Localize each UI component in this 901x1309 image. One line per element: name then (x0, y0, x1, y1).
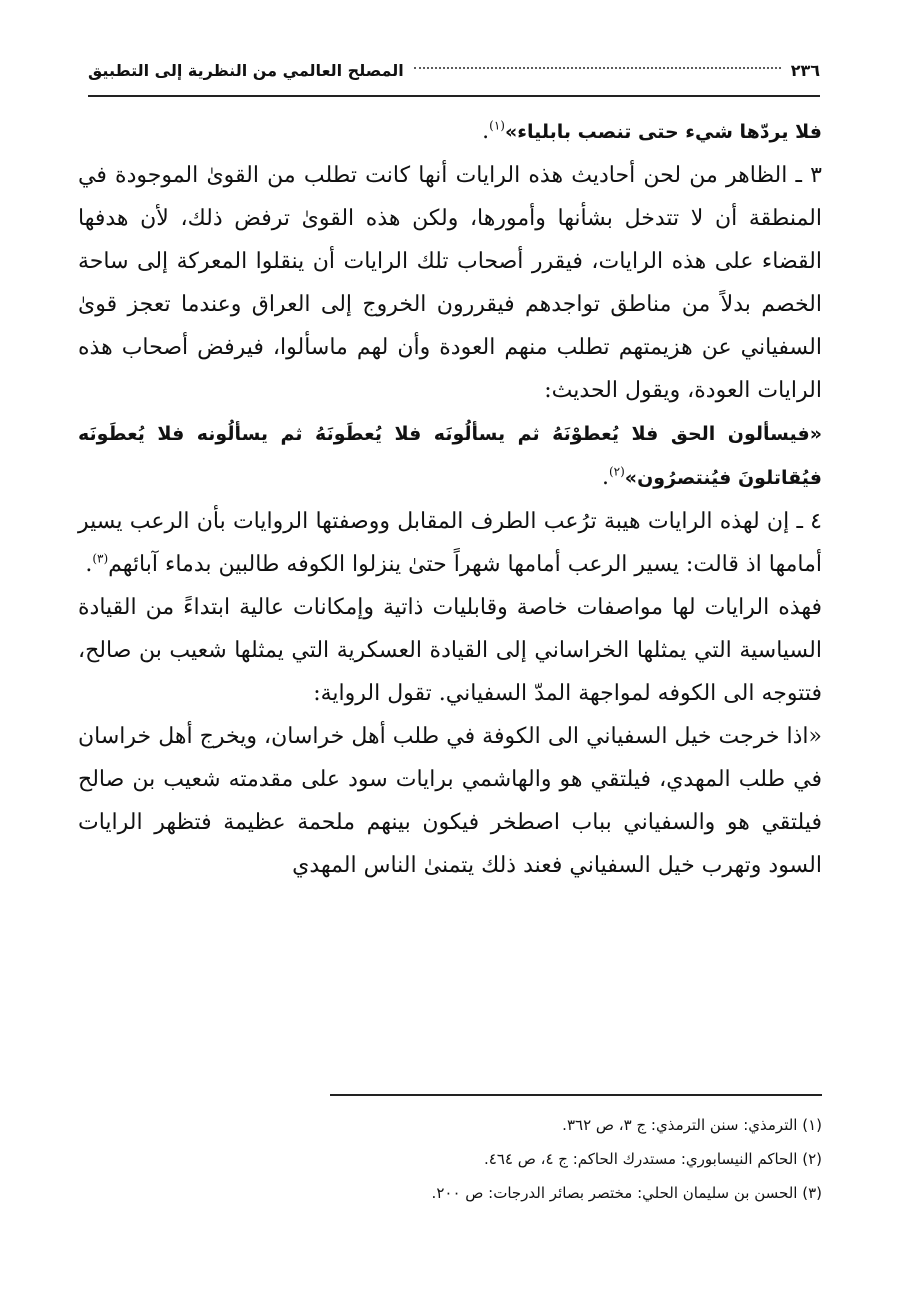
quote-text: فلا يردّها شيء حتى تنصب بابلياء» (504, 121, 822, 143)
paragraph-6: «اذا خرجت خيل السفياني الى الكوفة في طلب أهل خراسان، ويخرج أهل خراسان في طلب المهدي، فيلتقي هو والهاشمي برايات سود على مقدمته شعيب بن صالح فيلتقي هو والسفياني بباب اصطخر فيكون بينهم ملحمة عظيمة فتظهر الرايات السود وتهرب خيل السفياني فعند ذلك يتمنىٰ الناس المهدي (78, 724, 822, 878)
paragraph-end: . (85, 552, 93, 577)
paragraph-text: ٤ ـ إن لهذه الرايات هيبة ترُعب الطرف المقابل ووصفتها الروايات بأن الرعب يسير أمامها اذ قالت: يسير الرعب أمامها شهراً حتىٰ ينزلوا الكوفه طالبين بدماء آبائهم (78, 509, 822, 577)
page-number: ٢٣٦ (790, 60, 820, 80)
quote-text: «فيسألون الحق فلا يُعطوْنَهُ ثم يسألُونَه فلا يُعطَونَهُ ثم يسألُونه فلا يُعطَونَه فيُقاتلونَ فيُنتصرُون» (78, 423, 822, 489)
running-title: المصلح العالمي من النظرية إلى التطبيق (88, 60, 404, 80)
footnote-ref-1: (١) (489, 118, 505, 133)
footnote-ref-2: (٢) (608, 464, 625, 479)
footnote-3: (٣) الحسن بن سليمان الحلي: مختصر بصائر الدرجات: ص ٢٠٠. (431, 1184, 822, 1202)
main-text (78, 110, 822, 887)
header-rule (88, 95, 820, 97)
footnote-ref-3: (٣) (92, 551, 109, 566)
header-dot-leader (414, 66, 781, 69)
footnote-1: (١) الترمذي: سنن الترمذي: ج ٣، ص ٣٦٢. (562, 1116, 822, 1134)
paragraph-5: فهذه الرايات لها مواصفات خاصة وقابليات ذاتية وإمكانات عالية ابتداءً من القيادة السياسية التي يمثلها الخراساني إلى القيادة العسكرية التي يمثلها شعيب بن صالح، فتتوجه الى الكوفه لمواجهة المدّ السفياني. تقول الرواية: (78, 595, 822, 706)
footnote-rule (330, 1094, 822, 1096)
paragraph-end: . (482, 119, 490, 144)
paragraph-3 (78, 412, 822, 500)
footnote-2: (٢) الحاكم النيسابوري: مستدرك الحاكم: ج ٤، ص ٤٦٤. (483, 1150, 822, 1168)
paragraph-end: . (601, 465, 609, 490)
running-header (88, 48, 820, 92)
paragraph-1 (78, 110, 822, 154)
paragraph-4 (78, 500, 822, 586)
paragraph-2: ٣ ـ الظاهر من لحن أحاديث هذه الرايات أنها كانت تطلب من القوىٰ الموجودة في المنطقة أن لا تتدخل بشأنها وأمورها، ولكن هذه القوىٰ ترفض ذلك، لأن هدفها القضاء على هذه الرايات، فيقرر أصحاب تلك الرايات أن ينقلوا المعركة إلى ساحة الخصم بدلاً من مناطق تواجدهم فيقررون الخروج إلى العراق وعندما تعجز قوىٰ السفياني عن هزيمتهم تطلب منهم العودة وأن لهم ماسألوا، فيرفض أصحاب هذه الرايات العودة، ويقول الحديث: (78, 163, 822, 403)
footnotes (300, 1108, 822, 1210)
